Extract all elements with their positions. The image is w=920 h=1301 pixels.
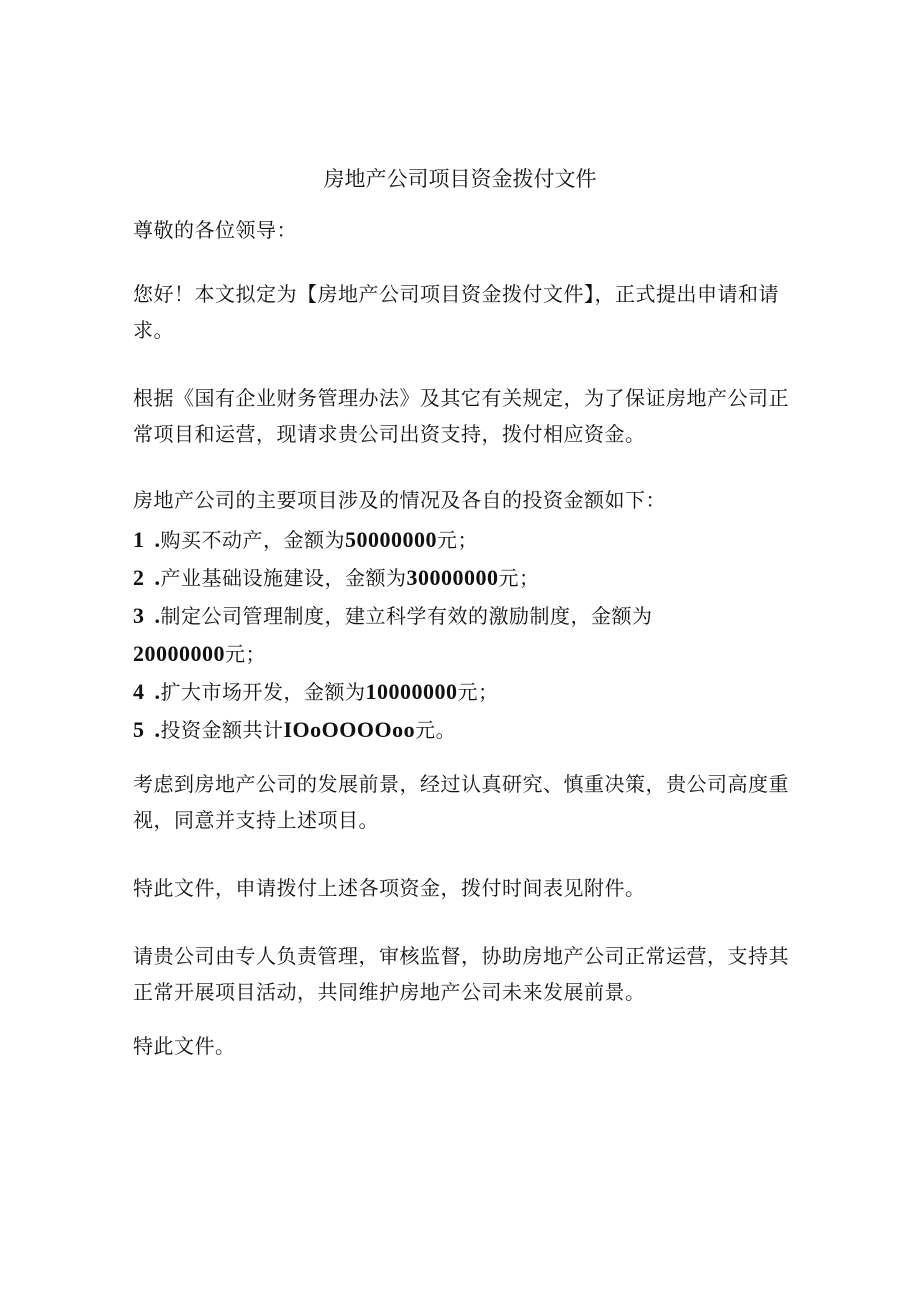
list-item-number: 1 [133,527,145,552]
list-item-unit: 元； [498,566,540,590]
paragraph-basis [133,380,793,452]
list-item-unit: 元。 [415,718,457,742]
list-item-amount: 20000000 [133,641,225,666]
list-item-number: 2 [133,565,145,590]
paragraph-consideration [133,766,793,838]
list-item-dot: . [154,603,161,628]
list-item-text: 投资金额共计 [160,718,284,742]
paragraph-request-text: 特此文件，申请拨付上述各项资金，拨付时间表见附件。 [133,876,646,900]
list-item-dot: . [154,717,161,742]
list-item [133,559,793,597]
list-item [133,521,793,559]
list-item-dot: . [154,679,161,704]
list-item-text: 购买不动产，金额为 [160,528,345,552]
investment-list [133,521,793,749]
salutation [133,212,793,248]
paragraph-consideration-text: 考虑到房地产公司的发展前景，经过认真研究、慎重决策，贵公司高度重视，同意并支持上述项目。 [133,772,789,832]
closing-text: 特此文件。 [133,1034,236,1058]
list-item-unit: 元； [437,528,478,552]
list-item-number: 4 [133,679,145,704]
paragraph-management-text: 请贵公司由专人负责管理，审核监督，协助房地产公司正常运营，支持其正常开展项目活动，共同维护房地产公司未来发展前景。 [133,944,789,1004]
list-item-text: 制定公司管理制度，建立科学有效的激励制度，金额为 [160,604,653,628]
paragraph-basis-text: 根据《国有企业财务管理办法》及其它有关规定，为了保证房地产公司正常项目和运营，现请求贵公司出资支持，拨付相应资金。 [133,386,789,446]
paragraph-request [133,870,793,906]
list-item-amount: 50000000 [345,527,437,552]
list-item-text: 产业基础设施建设，金额为 [160,566,407,590]
document-title: 房地产公司项目资金拨付文件 [323,167,597,191]
list-item-text: 扩大市场开发，金额为 [160,680,366,704]
list-item-number: 3 [133,603,145,628]
list-item-number: 5 [133,717,145,742]
list-item-dot: . [154,527,161,552]
paragraph-greeting-text: 您好！本文拟定为【房地产公司项目资金拨付文件】，正式提出申请和请求。 [133,282,779,342]
paragraph-greeting [133,276,793,348]
list-item-amount: IOoOOOOoo [283,717,416,742]
closing [133,1028,793,1064]
list-item-unit: 元； [225,642,266,666]
list-item-unit: 元； [457,680,499,704]
paragraph-projects-intro [133,482,793,518]
list-item-amount: 30000000 [406,565,499,590]
list-item [133,673,793,711]
paragraph-projects-intro-text: 房地产公司的主要项目涉及的情况及各自的投资金额如下： [133,488,666,512]
list-item-amount: 10000000 [365,679,458,704]
salutation-text: 尊敬的各位领导： [133,218,297,242]
list-item [133,711,793,749]
list-item-dot: . [154,565,161,590]
paragraph-management [133,938,793,1010]
list-item [133,597,793,673]
